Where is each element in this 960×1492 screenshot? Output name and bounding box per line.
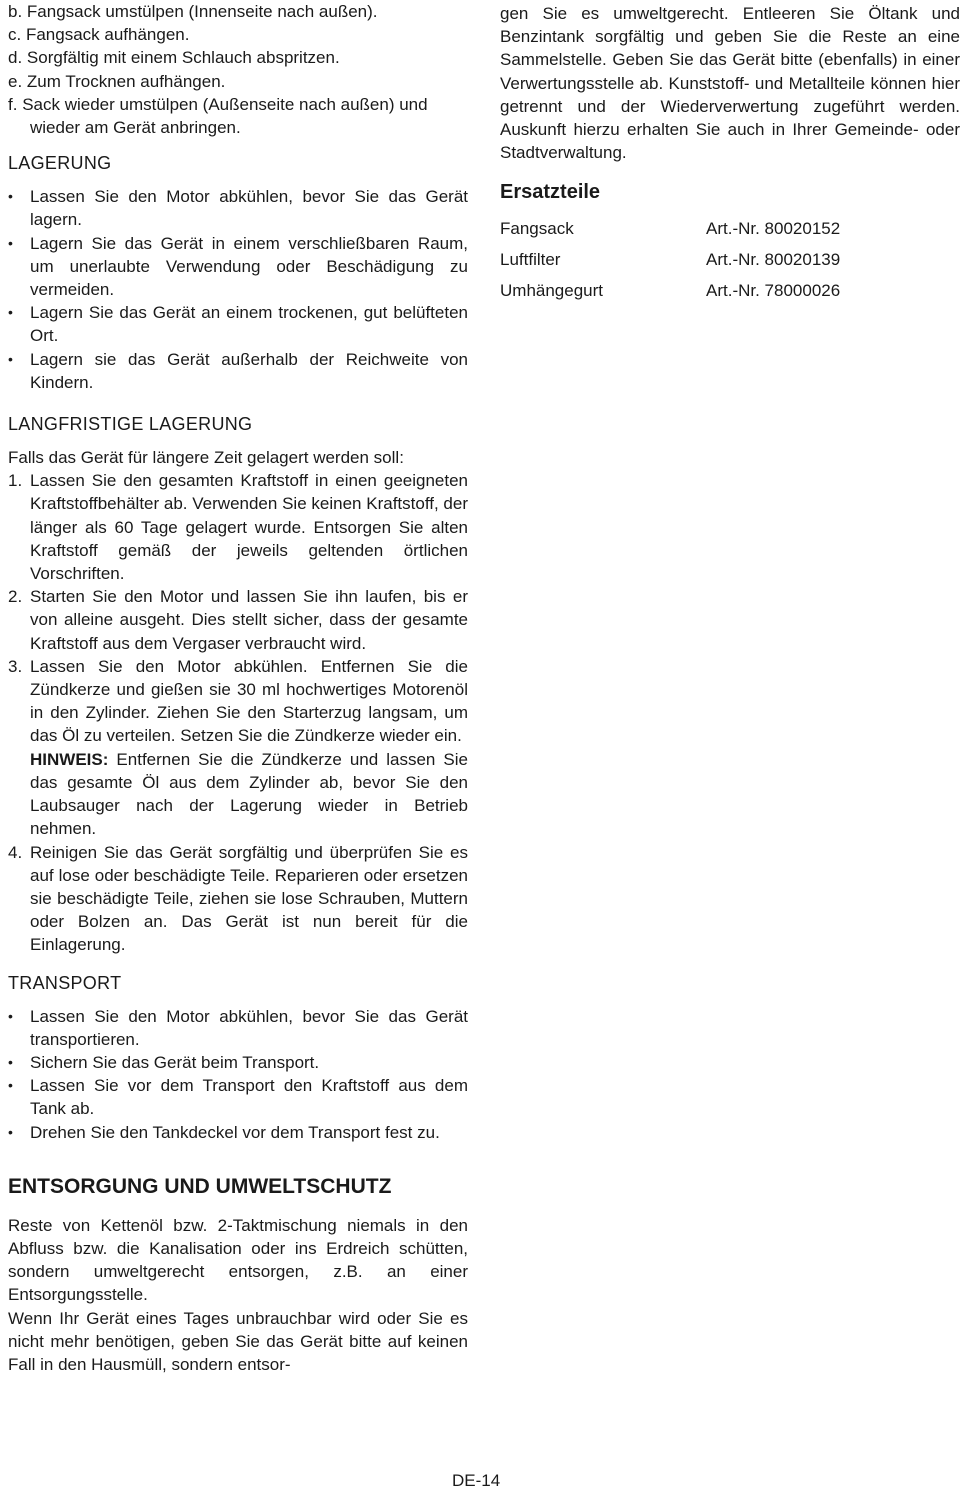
list-item: b. Fangsack umstülpen (Innenseite nach außen). [8, 2, 378, 21]
left-column [8, 0, 468, 1376]
list-item: • Sichern Sie das Gerät beim Transport. [8, 1051, 468, 1074]
section-heading-langfristig: LANGFRISTIGE LAGERUNG [8, 414, 253, 435]
parts-list [500, 213, 960, 306]
page-number: DE-14 [452, 1471, 501, 1490]
part-number: Art.-Nr. 80020152 [706, 219, 841, 239]
part-name: Luftfilter [500, 250, 561, 270]
list-item: • Lagern Sie das Gerät in einem verschließbaren Raum, um unerlaubte Verwendung oder Beschädigung zu vermeiden. [8, 232, 468, 302]
part-name: Fangsack [500, 219, 574, 239]
part-row [500, 213, 960, 244]
list-item: c. Fangsack aufhängen. [8, 25, 190, 45]
intro-text: Falls das Gerät für längere Zeit gelagert werden soll: [8, 448, 404, 468]
transport-list [8, 1005, 468, 1144]
note-label: HINWEIS: [30, 749, 109, 769]
list-item: • Lagern sie das Gerät außerhalb der Reichweite von Kindern. [8, 348, 468, 394]
list-item: • Lassen Sie den Motor abkühlen, bevor Sie das Gerät lagern. [8, 185, 468, 231]
list-item: 3. Lassen Sie den Motor abkühlen. Entfernen Sie die Zündkerze und gießen sie 30 ml hochwertiges Motorenöl in den Zylinder. Ziehen Sie den Starterzug langsam, um das Öl zu verteilen. Setzen Sie die Zündkerze wieder ein. HINWEIS: Entfernen Sie die Zündkerze und lassen Sie das gesamte Öl aus dem Zylinder ab, bevor Sie den Laubsauger nach der Lagerung wieder in Betrieb nehmen. [8, 656, 468, 839]
section-heading-transport: TRANSPORT [8, 972, 122, 993]
part-row [500, 275, 960, 306]
list-item: 1. Lassen Sie den gesamten Kraftstoff in einen geeigneten Kraftstoffbehälter ab. Verwenden Sie keinen Kraftstoff, der länger als 60 Tage gelagert wurde. Entsorgen Sie alten Kraftstoff gemäß der jeweils geltenden örtlichen Vorschriften. [8, 471, 468, 584]
storage-steps-list [8, 469, 468, 956]
part-number: Art.-Nr. 78000026 [706, 281, 841, 301]
list-item: e. Zum Trocknen aufhängen. [8, 71, 226, 91]
section-heading-entsorgung: ENTSORGUNG UND UMWELTSCHUTZ [8, 1174, 392, 1198]
lagerung-list [8, 185, 468, 394]
part-number: Art.-Nr. 80020139 [706, 250, 841, 270]
list-item: d. Sorgfältig mit einem Schlauch abspritzen. [8, 48, 340, 68]
cleaning-steps-list [8, 0, 468, 139]
section-heading-ersatzteile: Ersatzteile [500, 181, 601, 204]
right-column [500, 0, 960, 306]
list-item: 4. Reinigen Sie das Gerät sorgfältig und überprüfen Sie es auf lose oder beschädigte Teile. Reparieren oder ersetzen sie beschädigte Teile, ziehen sie lose Schrauben, Muttern oder Bolzen an. Das Gerät ist nun bereit für die Einlagerung. [8, 842, 468, 955]
list-item: f. Sack wieder umstülpen (Außenseite nach außen) und wieder am Gerät anbringen. [8, 94, 428, 138]
note-text: Entfernen Sie die Zündkerze und lassen Sie das gesamte Öl aus dem Zylinder ab, bevor Sie den Laubsauger nach der Lagerung wieder in Betrieb nehmen. [30, 749, 468, 839]
part-name: Umhängegurt [500, 281, 604, 301]
list-item: • Lassen Sie vor dem Transport den Kraftstoff aus dem Tank ab. [8, 1074, 468, 1120]
list-item: • Lassen Sie den Motor abkühlen, bevor Sie das Gerät transportieren. [8, 1005, 468, 1051]
list-item: • Lagern Sie das Gerät an einem trockenen, gut belüfteten Ort. [8, 301, 468, 347]
paragraph: Reste von Kettenöl bzw. 2-Taktmischung niemals in den Abfluss bzw. die Kanalisation oder ins Erdreich schütten, sondern umweltgerecht entsorgen, z.B. an einer Entsorgungsstelle. [8, 1215, 468, 1305]
paragraph: Wenn Ihr Gerät eines Tages unbrauchbar wird oder Sie es nicht mehr benötigen, geben Sie das Gerät bitte auf keinen Fall in den Hausmüll, sondern entsor- [8, 1308, 468, 1374]
list-item: 2. Starten Sie den Motor und lassen Sie ihn laufen, bis er von alleine ausgeht. Dies stellt sicher, dass der gesamte Kraftstoff aus dem Vergaser verbraucht wird. [8, 587, 468, 653]
paragraph-continued: gen Sie es umweltgerecht. Entleeren Sie Öltank und Benzintank sorgfältig und geben Sie die Reste an eine Sammelstelle. Geben Sie das Gerät bitte (ebenfalls) in einer Verwertungsstelle ab. Kunststoff- und Metallteile können hier getrennt und der Wiederverwertung zugeführt werden. Auskunft hierzu erhalten Sie auch in Ihrer Gemeinde- oder Stadtverwaltung. [500, 4, 960, 163]
part-row [500, 244, 960, 275]
list-item: • Drehen Sie den Tankdeckel vor dem Transport fest zu. [8, 1121, 468, 1144]
section-heading-lagerung: LAGERUNG [8, 153, 112, 174]
